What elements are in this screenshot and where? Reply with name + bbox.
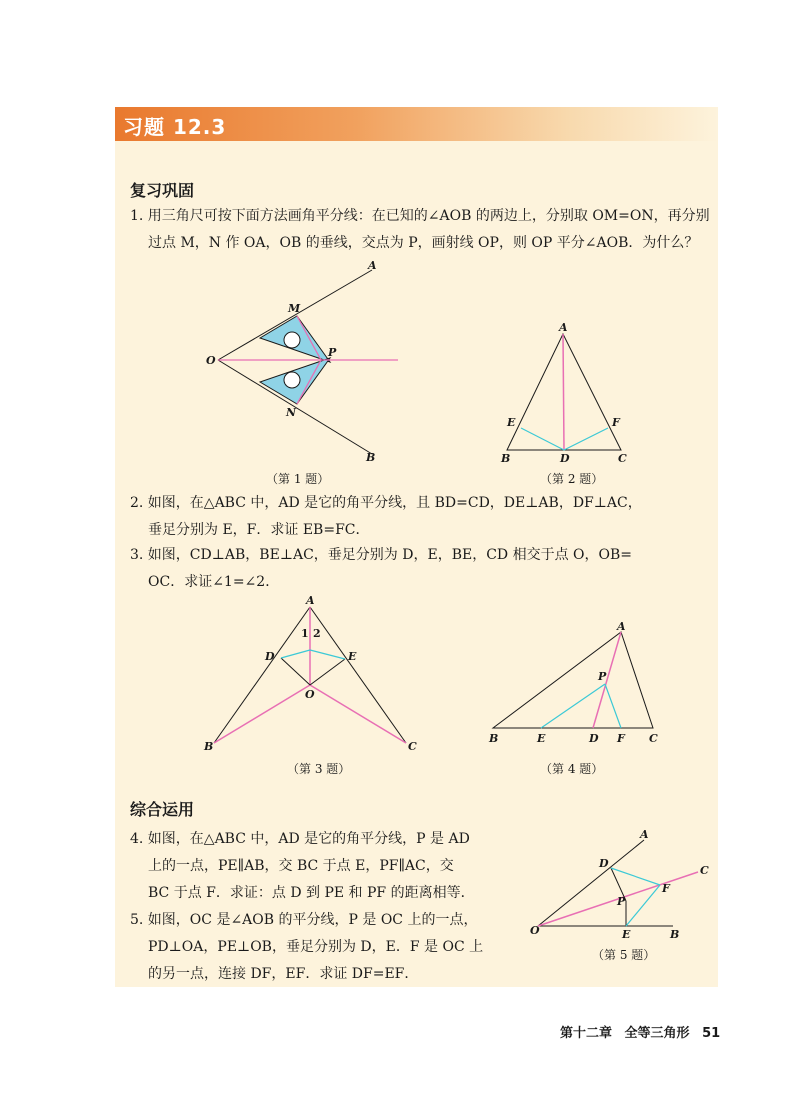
label-o: O: [530, 924, 540, 937]
problem-2-line-2: 垂足分别为 E，F．求证 EB=FC．: [148, 522, 370, 538]
problem-2-line-1: 2. 如图，在△ABC 中，AD 是它的角平分线，且 BD=CD，DE⊥AB，DF⊥AC，: [130, 495, 642, 511]
set-square-hole-lower: [284, 372, 300, 388]
label-angle-1: 1: [301, 627, 309, 640]
label-d: D: [265, 650, 275, 663]
label-c: C: [618, 452, 627, 465]
side-ab: [214, 607, 310, 743]
label-e: E: [348, 650, 357, 663]
problem-5-line-1: 5. 如图，OC 是∠AOB 的平分线，P 是 OC 上的一点，: [130, 912, 478, 928]
label-b: B: [501, 452, 511, 465]
label-c: C: [700, 864, 709, 877]
problem-3: [130, 542, 632, 596]
page-number: 51: [702, 1026, 721, 1041]
segment-df: [611, 868, 660, 885]
segment-pf: [605, 684, 621, 728]
label-m: M: [288, 302, 301, 315]
page-footer: [560, 1022, 728, 1041]
label-a: A: [559, 321, 568, 334]
footer-topic: 全等三角形: [624, 1026, 690, 1041]
segment-do: [281, 658, 310, 685]
section-comprehensive-heading: 综合运用: [130, 800, 195, 819]
caption-figure-4: （第 4 题）: [540, 762, 604, 776]
figure-1: [200, 258, 420, 468]
caption-figure-1: （第 1 题）: [266, 472, 330, 486]
problem-2: [130, 490, 642, 544]
figure-4: [485, 620, 670, 750]
problem-4-line-1: 4. 如图，在△ABC 中，AD 是它的角平分线，P 是 AD: [130, 831, 470, 847]
page-title: 习题 12.3: [123, 115, 227, 139]
label-d: D: [589, 732, 599, 745]
segment-e-perp: [310, 650, 345, 659]
footer-chapter: 第十二章: [560, 1026, 613, 1041]
problem-4-line-2: 上的一点，PE∥AB，交 BC 于点 E，PF∥AC，交: [148, 858, 454, 874]
caption-figure-2: （第 2 题）: [540, 472, 604, 486]
label-o: O: [206, 354, 216, 367]
label-p: P: [598, 670, 607, 683]
label-a: A: [640, 828, 649, 841]
segment-ob: [214, 685, 310, 743]
segment-d-perp: [281, 650, 310, 658]
label-a: A: [306, 594, 315, 607]
segment-oc: [310, 685, 406, 743]
label-f: F: [662, 882, 670, 895]
label-e: E: [507, 416, 516, 429]
label-b: B: [489, 732, 499, 745]
label-b: B: [204, 740, 214, 753]
segment-eo: [310, 659, 345, 685]
segment-de: [521, 428, 564, 450]
figure-3: [202, 595, 427, 755]
problem-3-line-1: 3. 如图，CD⊥AB，BE⊥AC，垂足分别为 D，E，BE，CD 相交于点 O，OB=: [130, 547, 633, 563]
label-c: C: [408, 740, 417, 753]
figure-2: [495, 322, 635, 467]
problem-3-line-2: OC．求证∠1=∠2．: [148, 574, 280, 590]
label-c: C: [649, 732, 658, 745]
segment-df: [564, 428, 608, 450]
triangle-abc: [493, 632, 653, 728]
problem-1-line-1: 1. 用三角尺可按下面方法画角平分线：在已知的∠AOB 的两边上，分别取 OM=ON，再分别: [130, 208, 710, 224]
caption-figure-5: （第 5 题）: [592, 948, 656, 962]
ray-oa: [538, 840, 644, 926]
label-angle-2: 2: [313, 627, 321, 640]
label-f: F: [617, 732, 625, 745]
label-b: B: [670, 928, 680, 941]
problem-5: [130, 907, 483, 988]
problem-1: [130, 203, 710, 257]
problem-4-line-3: BC 于点 F．求证：点 D 到 PE 和 PF 的距离相等．: [148, 885, 475, 901]
set-square-hole-upper: [284, 332, 300, 348]
section-review-heading: 复习巩固: [130, 181, 195, 200]
problem-5-line-2: PD⊥OA，PE⊥OB，垂足分别为 D，E．F 是 OC 上: [148, 939, 484, 955]
figure-5: [528, 828, 718, 943]
label-e: E: [537, 732, 546, 745]
label-b: B: [366, 451, 376, 464]
side-ac: [310, 607, 406, 743]
label-o: O: [305, 688, 315, 701]
caption-figure-3: （第 3 题）: [287, 762, 351, 776]
problem-1-line-2: 过点 M，N 作 OA，OB 的垂线，交点为 P，画射线 OP，则 OP 平分∠AOB．为什么？: [148, 235, 699, 251]
label-a: A: [617, 620, 626, 633]
label-a: A: [368, 259, 377, 272]
label-p: P: [328, 346, 337, 359]
label-d: D: [560, 452, 570, 465]
label-d: D: [599, 857, 609, 870]
label-f: F: [612, 416, 620, 429]
problem-4: [130, 826, 475, 907]
problem-5-line-3: 的另一点，连接 DF，EF．求证 DF=EF．: [148, 966, 419, 982]
segment-ad: [563, 334, 564, 450]
label-e: E: [622, 928, 631, 941]
label-p: P: [617, 895, 626, 908]
label-n: N: [286, 406, 297, 419]
